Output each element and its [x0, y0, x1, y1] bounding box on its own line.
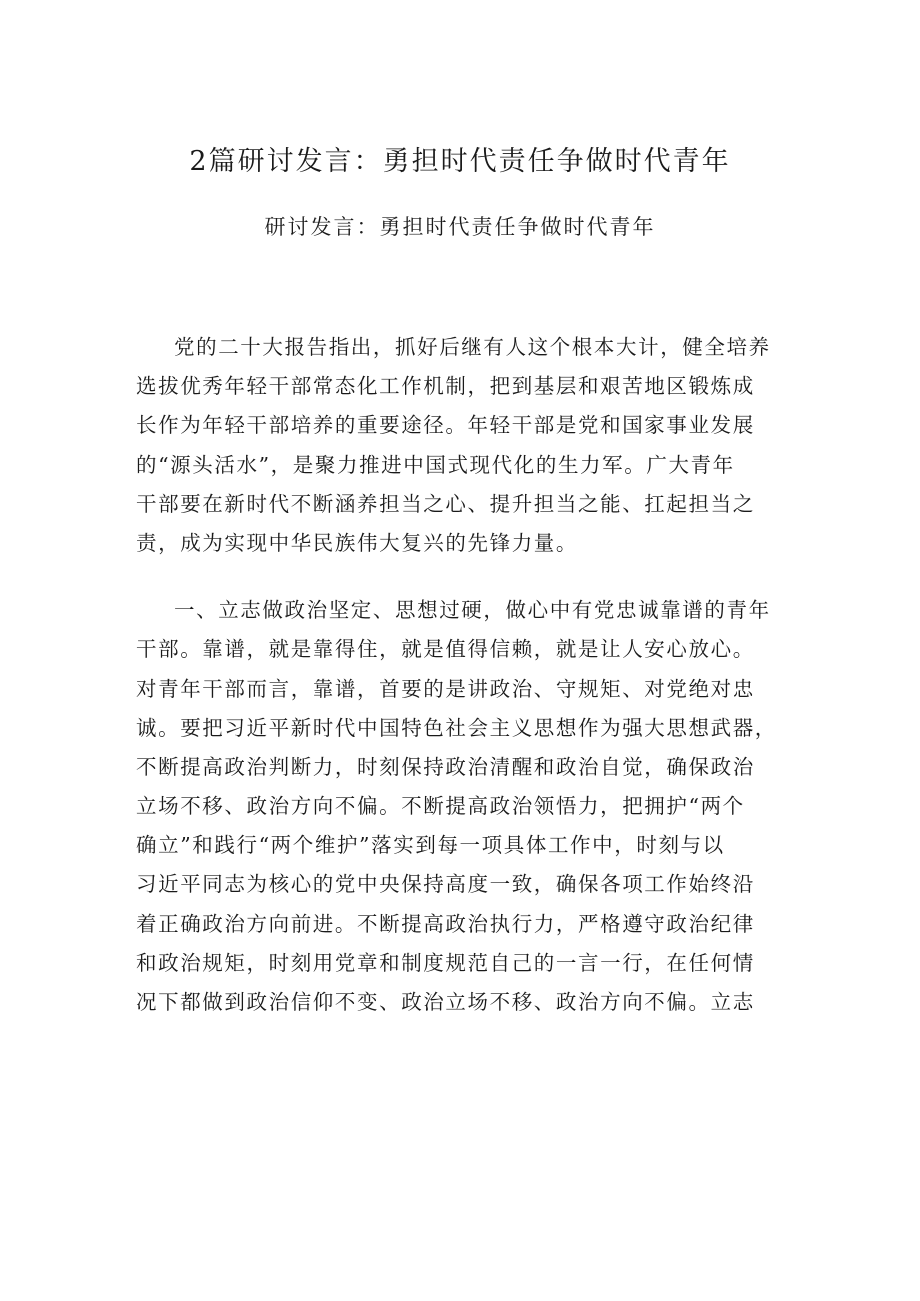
paragraph-line: 干部要在新时代不断涵养担当之心、提升担当之能、扛起担当之 [136, 491, 755, 516]
paragraph-line: 和政治规矩，时刻用党章和制度规范自己的一言一行，在任何情 [136, 950, 755, 975]
document-subtitle: 研讨发言：勇担时代责任争做时代青年 [264, 215, 656, 239]
paragraph-line: 确立”和践行“两个维护”落实到每一项具体工作中，时刻与以 [136, 833, 725, 858]
paragraph-line: 的“源头活水”，是聚力推进中国式现代化的生力军。广大青年 [136, 452, 735, 477]
paragraph-line: 一、立志做政治坚定、思想过硬，做心中有党忠诚靠谱的青年 [174, 598, 771, 623]
paragraph-line: 着正确政治方向前进。不断提高政治执行力，严格遵守政治纪律 [136, 911, 755, 936]
paragraph-line: 立场不移、政治方向不偏。不断提高政治领悟力，把拥护“两个 [136, 794, 745, 819]
paragraph-line: 诚。要把习近平新时代中国特色社会主义思想作为强大思想武器， [136, 715, 777, 740]
paragraph-line: 长作为年轻干部培养的重要途径。年轻干部是党和国家事业发展 [136, 413, 755, 438]
paragraph-line: 选拔优秀年轻干部常态化工作机制，把到基层和艰苦地区锻炼成 [136, 374, 755, 399]
paragraph-line: 况下都做到政治信仰不变、政治立场不移、政治方向不偏。立志 [136, 990, 755, 1014]
paragraph-2 [136, 591, 790, 1022]
paragraph-line: 党的二十大报告指出，抓好后继有人这个根本大计，健全培养 [174, 335, 771, 359]
document-title: 2篇研讨发言：勇担时代责任争做时代青年 [189, 146, 731, 177]
paragraph-line: 责，成为实现中华民族伟大复兴的先锋力量。 [136, 530, 578, 555]
paragraph-line: 对青年干部而言，靠谱，首要的是讲政治、守规矩、对党绝对忠 [136, 676, 755, 701]
paragraph-line: 习近平同志为核心的党中央保持高度一致，确保各项工作始终沿 [136, 872, 755, 897]
paragraph-line: 不断提高政治判断力，时刻保持政治清醒和政治自觉，确保政治 [136, 754, 755, 779]
paragraph-line: 干部。靠谱，就是靠得住，就是值得信赖，就是让人安心放心。 [136, 637, 755, 662]
document-body [136, 328, 790, 1022]
paragraph-1 [136, 328, 790, 563]
paragraph-spacer [136, 563, 790, 591]
